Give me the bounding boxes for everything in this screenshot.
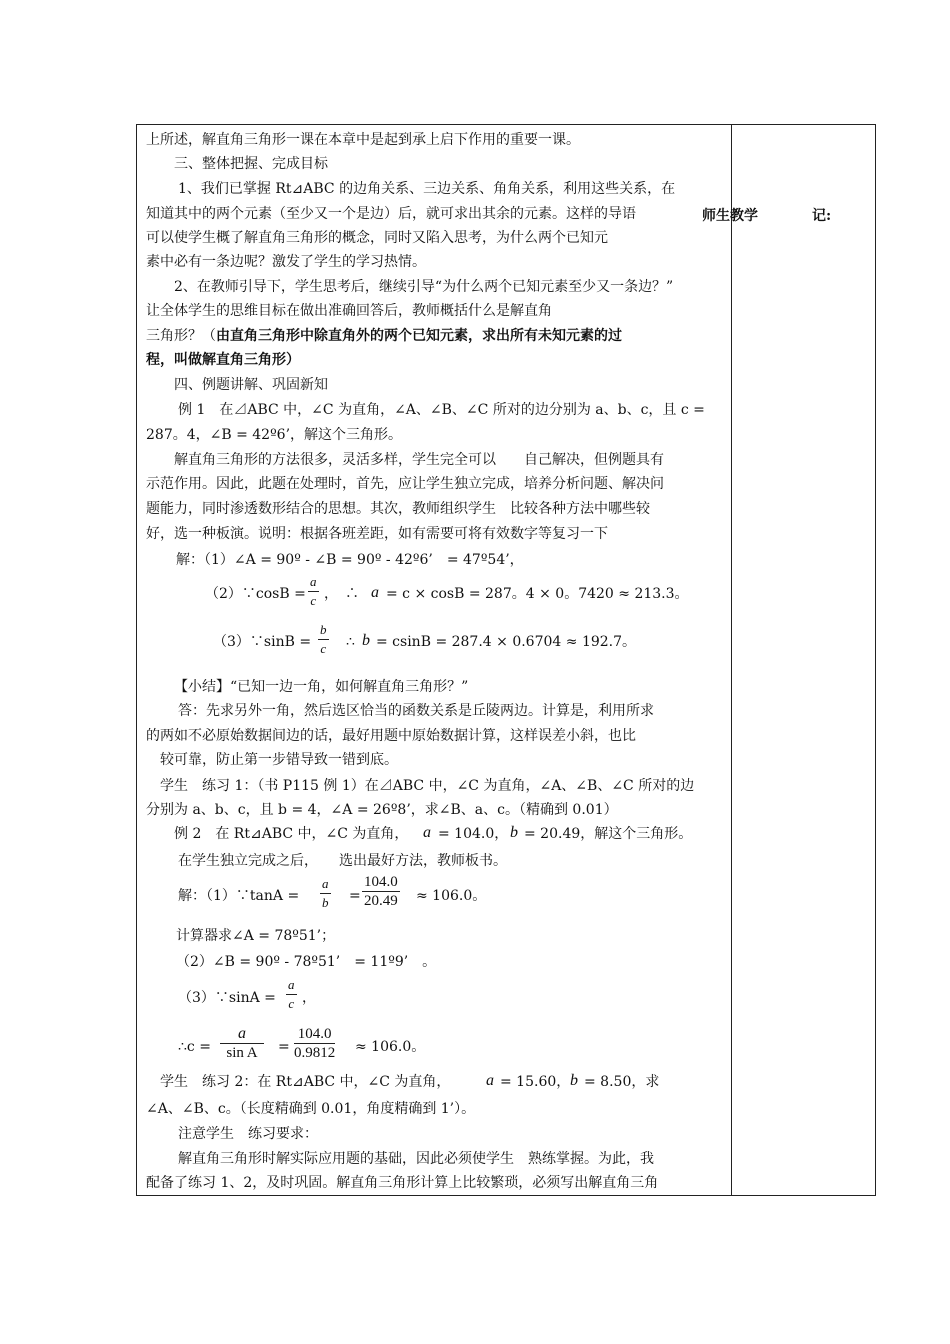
text-segment: = 104.0， xyxy=(438,826,509,842)
text-line: 示范作用。因此，此题在处理时，首先，应让学生独立完成，培养分析问题、解决问 xyxy=(146,476,664,492)
text-line: 287。4，∠B = 42º6’，解这个三角形。 xyxy=(146,427,403,443)
text-line: 注意学生 练习要求： xyxy=(178,1126,318,1142)
text-line: 2、在教师引导下，学生思考后，继续引导“为什么两个已知元素至少又一条边？” xyxy=(174,279,674,295)
text-segment: = c × cosB = 287。4 × 0。7420 ≈ 213.3。 xyxy=(386,586,689,602)
exercise-2: 学生 练习 2：在 Rt⊿ABC 中，∠C 为直角， xyxy=(160,1074,451,1090)
solution-c: ∴c = xyxy=(178,1039,211,1055)
text-line: 1、我们已掌握 Rt⊿ABC 的边角关系、三边关系、角角关系，利用这些关系，在 xyxy=(178,181,676,197)
variable-b: b xyxy=(570,1072,578,1089)
variable-b: b xyxy=(362,632,370,649)
text-line: 可以使学生概了解直角三角形的概念，同时又陷入思考，为什么两个已知元 xyxy=(146,230,608,246)
fraction-104-over-2049: $\frac{104.0}{20.49}$ xyxy=(364,874,398,909)
variable-a: a xyxy=(486,1072,494,1089)
example-2: 例 2 在 Rt⊿ABC 中，∠C 为直角， xyxy=(174,826,409,842)
solution-step-2: （2）∠B = 90º - 78º51’ = 11º9’ 。 xyxy=(176,954,437,970)
section-heading: 三、整体把握、完成目标 xyxy=(174,156,328,172)
text-segment: ， ∴ xyxy=(324,586,359,602)
solution-step-3: （3）∵sinA = xyxy=(178,990,276,1006)
text-line: 解直角三角形时解实际应用题的基础，因此必须使学生 熟练掌握。为此，我 xyxy=(178,1151,654,1167)
text-line: 三角形？（由直角三角形中除直角外的两个已知元素，求出所有未知元素的过 xyxy=(146,328,622,344)
notes-column-divider xyxy=(731,124,732,1196)
solution-step-1: 解：（1）∠A = 90º - ∠B = 90º - 42º6’ = 47º54’， xyxy=(176,552,524,568)
text-line: 配备了练习 1、2，及时巩固。解直角三角形计算上比较繁琐，必须写出解直角三角 xyxy=(146,1175,659,1191)
text-line: 计算器求∠A = 78º51’； xyxy=(176,928,336,944)
fraction-b-over-c: $\frac{b}{c}$ xyxy=(320,622,327,656)
text-segment: ∴ xyxy=(346,634,355,650)
text-segment: = 8.50，求 xyxy=(584,1074,660,1090)
summary-heading: 【小结】“已知一边一角，如何解直角三角形？” xyxy=(174,679,469,695)
text-line: 的两如不必原始数据间边的话，最好用题中原始数据计算，这样误差小斜，也比 xyxy=(146,728,636,744)
text-line: 题能力，同时渗透数形结合的思想。其次，教师组织学生 比较各种方法中哪些较 xyxy=(146,501,650,517)
text-line: 分别为 a、b、c，且 b = 4，∠A = 26º8’，求∠B、a、c。（精确到 0.01） xyxy=(146,802,618,818)
text-line: 素中必有一条边呢？激发了学生的学习热情。 xyxy=(146,254,426,270)
example-1: 例 1 在⊿ABC 中，∠C 为直角，∠A、∠B、∠C 所对的边分别为 a、b、c，且 c = xyxy=(178,402,705,418)
text-line: 答：先求另外一角，然后选区恰当的函数关系是丘陵两边。计算是，利用所求 xyxy=(178,703,654,719)
text-segment: ≈ 106.0。 xyxy=(355,1039,426,1055)
solution-step-1: 解：（1）∵tanA = xyxy=(178,888,300,904)
fraction-a-over-sinA: $\frac{a}{\text{sin A}}$ xyxy=(220,1025,264,1062)
side-label-notes: 记: xyxy=(812,208,832,224)
text-segment: ， xyxy=(302,990,316,1006)
side-label-teacher-student: 师生教学 xyxy=(702,208,758,224)
text-line: 好，选一种板演。说明：根据各班差距，如有需要可将有效数字等复习一下 xyxy=(146,526,608,542)
text-segment: ≈ 106.0。 xyxy=(416,888,487,904)
text-segment: = xyxy=(278,1039,290,1055)
fraction-a-over-b: $\frac{a}{b}$ xyxy=(322,876,329,910)
text-line: 知道其中的两个元素（至少又一个是边）后，就可求出其余的元素。这样的导语 xyxy=(146,206,636,222)
text-line: 在学生独立完成之后， 选出最好方法，教师板书。 xyxy=(178,853,507,869)
text-line: 解直角三角形的方法很多，灵活多样，学生完全可以 自己解决，但例题具有 xyxy=(174,452,664,468)
text-line: 上所述，解直角三角形一课在本章中是起到承上启下作用的重要一课。 xyxy=(146,132,580,148)
fraction-a-over-c: $\frac{a}{c}$ xyxy=(288,977,295,1011)
text-line: ∠A、∠B、c。（长度精确到 0.01，角度精确到 1’）。 xyxy=(146,1101,476,1117)
solution-step-3: （3）∵sinB = xyxy=(213,634,312,650)
text-segment: = csinB = 287.4 × 0.6704 ≈ 192.7。 xyxy=(376,634,637,650)
text-line: 较可靠，防止第一步错导致一错到底。 xyxy=(160,752,398,768)
variable-b: b xyxy=(510,824,518,841)
variable-a: a xyxy=(371,584,379,601)
text-segment: = 15.60， xyxy=(500,1074,571,1090)
fraction-a-over-c: $\frac{a}{c}$ xyxy=(310,574,317,608)
text-segment: = 20.49，解这个三角形。 xyxy=(524,826,693,842)
text-line: 让全体学生的思维目标在做出准确回答后，教师概括什么是解直角 xyxy=(146,303,552,319)
fraction-104-over-09812: $\frac{104.0}{0.9812}$ xyxy=(294,1026,336,1061)
definition-bold: 程，叫做解直角三角形） xyxy=(146,352,300,368)
solution-step-2: （2）∵cosB = xyxy=(205,586,306,602)
text-segment: = xyxy=(349,888,361,904)
variable-a: a xyxy=(423,824,431,841)
exercise-1: 学生 练习 1：（书 P115 例 1）在⊿ABC 中，∠C 为直角，∠A、∠B、∠C 所对的边 xyxy=(160,778,695,794)
section-heading: 四、例题讲解、巩固新知 xyxy=(174,377,328,393)
